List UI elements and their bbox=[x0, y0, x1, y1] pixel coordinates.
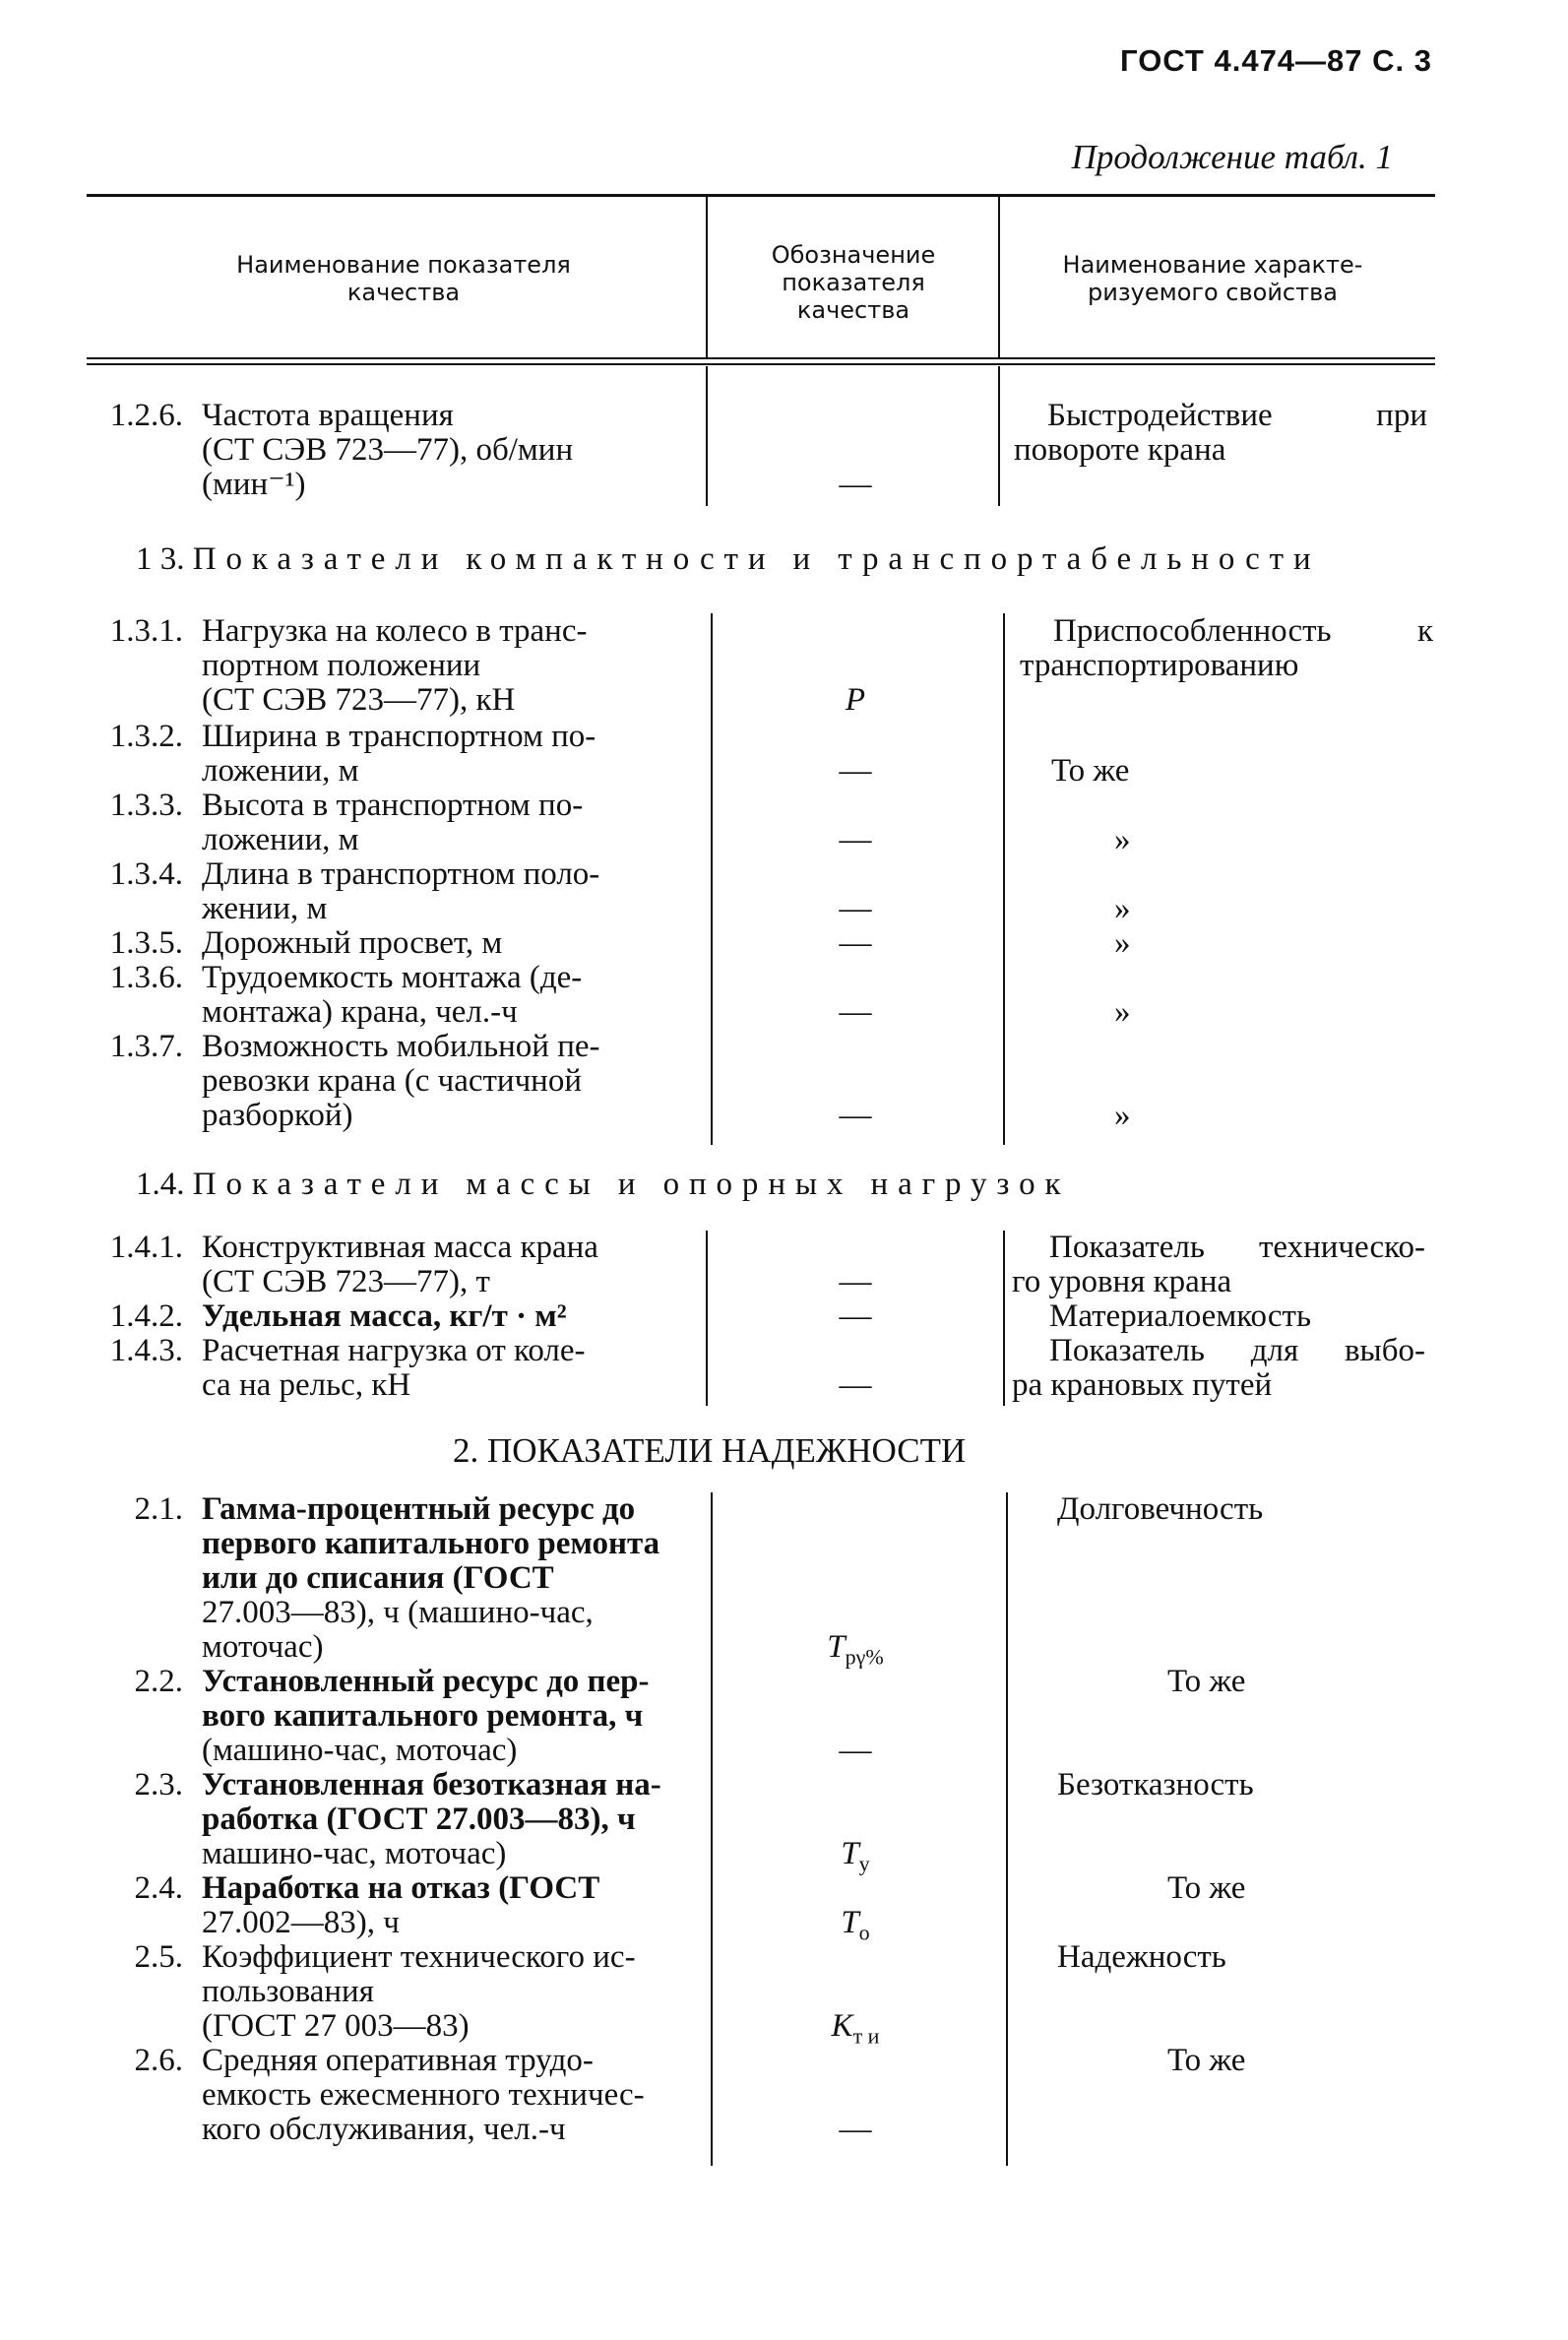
col-divider-1 bbox=[711, 1492, 713, 2166]
row-name bbox=[202, 789, 704, 857]
name-line: Ширина в транспортном по- bbox=[202, 719, 596, 754]
name-line: (мин⁻¹) bbox=[202, 467, 306, 502]
row-property: Материалоемкость bbox=[1049, 1298, 1311, 1334]
section-number: 1 3. bbox=[136, 541, 185, 577]
row-number: 2.3. bbox=[134, 1767, 183, 1802]
row-symbol: — bbox=[839, 1264, 872, 1299]
header-col-symbol bbox=[711, 241, 996, 324]
name-line: Установленная безотказная на- bbox=[202, 1767, 661, 1802]
row-name bbox=[202, 1492, 704, 1665]
name-line: (машино-час, моточас) bbox=[202, 1733, 518, 1768]
col-divider-2 bbox=[1003, 613, 1005, 1145]
row-symbol bbox=[713, 1630, 998, 1675]
row-property: То же bbox=[1167, 1870, 1246, 1906]
row-number: 2.2. bbox=[134, 1664, 183, 1699]
header-col-symbol-line: Обозначение bbox=[771, 241, 936, 269]
section-heading-1-3 bbox=[136, 541, 1321, 578]
name-line: емкость ежесменного техничес- bbox=[202, 2077, 645, 2113]
row-number: 2.1. bbox=[134, 1491, 183, 1527]
row-symbol: — bbox=[839, 925, 872, 961]
name-text: Наработка на отказ (ГОСТ bbox=[202, 1870, 600, 1906]
name-line: (СТ СЭВ 723—77), т bbox=[202, 1264, 490, 1299]
row-name bbox=[202, 1871, 704, 1940]
name-line: (СТ СЭВ 723—77), кН bbox=[202, 682, 516, 718]
symbol-main: T bbox=[827, 1629, 846, 1665]
name-line: (ГОСТ 27 003—83) bbox=[202, 2008, 470, 2044]
row-number: 1.4.2. bbox=[109, 1298, 183, 1334]
name-line: Частота вращения bbox=[202, 398, 454, 433]
row-symbol: — bbox=[839, 822, 872, 857]
row-property: » bbox=[1114, 1098, 1131, 1133]
name-line: работка (ГОСТ 27.003—83), ч bbox=[202, 1802, 636, 1837]
col-divider-1 bbox=[706, 1231, 708, 1406]
name-line: или до списания (ГОСТ bbox=[202, 1560, 554, 1596]
row-symbol: P bbox=[845, 682, 866, 718]
row-symbol: — bbox=[839, 2112, 872, 2147]
row-symbol: — bbox=[839, 891, 872, 926]
row-symbol bbox=[713, 1906, 998, 1950]
row-number: 2.6. bbox=[134, 2043, 183, 2078]
row-number: 1.3.1. bbox=[109, 613, 183, 649]
name-line: (СТ СЭВ 723—77), об/мин bbox=[202, 432, 574, 468]
name-line bbox=[202, 1871, 704, 1906]
row-property bbox=[1014, 399, 1427, 468]
row-number: 2.4. bbox=[134, 1870, 183, 1906]
property-line: Приспособленность к bbox=[1053, 613, 1433, 649]
name-line: моточас) bbox=[202, 1629, 324, 1665]
col-divider-2 bbox=[1006, 1492, 1008, 2166]
property-line: повороте крана bbox=[1014, 432, 1226, 468]
row-name bbox=[202, 1665, 704, 1768]
property-line: Показатель техническо- bbox=[1049, 1230, 1425, 1265]
name-line: ложении, м bbox=[202, 753, 359, 789]
symbol-main: T bbox=[841, 1836, 859, 1871]
row-number: 1.4.3. bbox=[109, 1333, 183, 1368]
section-heading-2: 2. ПОКАЗАТЕЛИ НАДЕЖНОСТИ bbox=[453, 1431, 967, 1470]
name-line: первого капитального ремонта bbox=[202, 1526, 660, 1561]
section-number: 1.4. bbox=[136, 1167, 185, 1202]
row-name: Дорожный просвет, м bbox=[202, 925, 503, 961]
row-symbol: — bbox=[839, 1298, 872, 1334]
page-header: ГОСТ 4.474—87 С. 3 bbox=[1120, 43, 1432, 78]
row-number: 1.3.3. bbox=[109, 788, 183, 823]
row-name bbox=[202, 1768, 704, 1871]
row-name bbox=[202, 1231, 704, 1299]
row-name bbox=[202, 1030, 704, 1133]
header-col-name bbox=[118, 251, 689, 306]
row-name bbox=[202, 614, 704, 718]
header-col-symbol-line: показателя bbox=[782, 269, 925, 296]
header-bottom-rule-2 bbox=[87, 363, 1435, 365]
row-property: » bbox=[1114, 891, 1131, 926]
section-heading-1-4 bbox=[136, 1167, 1071, 1203]
symbol-subscript: о bbox=[858, 1920, 870, 1945]
row-number: 1.3.4. bbox=[109, 856, 183, 892]
name-line: Коэффициент технического ис- bbox=[202, 1939, 636, 1975]
row-property: » bbox=[1114, 822, 1131, 857]
row-symbol bbox=[713, 1837, 998, 1881]
col-divider-1 bbox=[706, 366, 708, 506]
symbol-subscript: рγ% bbox=[845, 1644, 884, 1670]
property-line: транспортированию bbox=[1020, 648, 1299, 683]
header-col-name-line: качества bbox=[346, 279, 461, 306]
row-name bbox=[202, 399, 704, 502]
col-divider-2 bbox=[1003, 1231, 1005, 1406]
header-divider-1 bbox=[706, 197, 708, 359]
table-top-rule bbox=[87, 194, 1435, 197]
name-line: 27.002—83), ч bbox=[202, 1905, 400, 1940]
property-line: го уровня крана bbox=[1012, 1264, 1232, 1299]
header-col-property bbox=[1006, 251, 1419, 306]
row-property: То же bbox=[1051, 753, 1130, 789]
name-line: жении, м bbox=[202, 891, 328, 926]
name-line: монтажа) крана, чел.-ч bbox=[202, 994, 518, 1030]
row-name bbox=[202, 857, 704, 926]
row-property: Безотказность bbox=[1057, 1767, 1254, 1802]
row-symbol: — bbox=[839, 753, 872, 789]
section-title: Показатели массы и опорных нагрузок bbox=[192, 1167, 1071, 1202]
name-line: Высота в транспортном по- bbox=[202, 788, 584, 823]
row-property bbox=[1012, 1231, 1425, 1299]
row-symbol: — bbox=[839, 467, 872, 502]
name-line: Средняя оперативная трудо- bbox=[202, 2043, 594, 2078]
row-name: Удельная масса, кг/т · м² bbox=[202, 1298, 567, 1334]
row-name bbox=[202, 961, 704, 1030]
row-name bbox=[202, 1334, 704, 1403]
header-col-symbol-line: качества bbox=[796, 296, 910, 324]
row-symbol: — bbox=[839, 1733, 872, 1768]
row-name bbox=[202, 1940, 704, 2044]
name-line: Нагрузка на колесо в транс- bbox=[202, 613, 588, 649]
row-number: 1.2.6. bbox=[109, 398, 183, 433]
row-property: То же bbox=[1167, 1664, 1246, 1699]
name-line: Установленный ресурс до пер- bbox=[202, 1664, 650, 1699]
header-divider-2 bbox=[998, 197, 1000, 359]
symbol-subscript: т и bbox=[852, 2023, 880, 2049]
row-name bbox=[202, 720, 704, 789]
name-line: машино-час, моточас) bbox=[202, 1836, 507, 1871]
continuation-label: Продолжение табл. 1 bbox=[1071, 138, 1393, 176]
name-line: ложении, м bbox=[202, 822, 359, 857]
row-property: » bbox=[1114, 994, 1131, 1030]
header-col-name-line: Наименование показателя bbox=[236, 251, 571, 279]
name-line: кого обслуживания, чел.-ч bbox=[202, 2112, 566, 2147]
row-property bbox=[1012, 1334, 1425, 1403]
name-line: портном положении bbox=[202, 648, 481, 683]
row-property: Долговечность bbox=[1057, 1491, 1264, 1527]
row-symbol: — bbox=[839, 1098, 872, 1133]
row-number: 1.3.5. bbox=[109, 925, 183, 961]
name-line: ревозки крана (с частичной bbox=[202, 1063, 582, 1099]
row-number: 1.3.7. bbox=[109, 1029, 183, 1064]
row-property: То же bbox=[1167, 2043, 1246, 2078]
name-line: разборкой) bbox=[202, 1098, 353, 1133]
name-line: Расчетная нагрузка от коле- bbox=[202, 1333, 586, 1368]
name-line: Гамма-процентный ресурс до bbox=[202, 1491, 636, 1527]
name-line: вого капитального ремонта, ч bbox=[202, 1698, 644, 1734]
name-line: Трудоемкость монтажа (де- bbox=[202, 960, 583, 995]
symbol-main: K bbox=[831, 2008, 853, 2044]
row-number: 1.3.6. bbox=[109, 960, 183, 995]
row-property: Надежность bbox=[1057, 1939, 1226, 1975]
header-col-property-line: ризуемого свойства bbox=[1088, 279, 1338, 306]
property-line: ра крановых путей bbox=[1012, 1367, 1273, 1403]
property-line: Быстродействие при bbox=[1047, 398, 1427, 433]
header-col-property-line: Наименование характе- bbox=[1062, 251, 1363, 279]
name-line: са на рельс, кН bbox=[202, 1367, 411, 1403]
row-number: 1.4.1. bbox=[109, 1230, 183, 1265]
row-property: » bbox=[1114, 925, 1131, 961]
name-line: Возможность мобильной пе- bbox=[202, 1029, 600, 1064]
symbol-subscript: у bbox=[858, 1851, 870, 1876]
row-name bbox=[202, 2044, 704, 2147]
name-line: Длина в транспортном поло- bbox=[202, 856, 600, 892]
name-line: 27.003—83), ч (машино-час, bbox=[202, 1595, 594, 1630]
row-number: 2.5. bbox=[134, 1939, 183, 1975]
name-line: пользования bbox=[202, 1974, 374, 2009]
section-title: Показатели компактности и транспортабельности bbox=[192, 541, 1321, 577]
name-line: Конструктивная масса крана bbox=[202, 1230, 598, 1265]
row-symbol bbox=[713, 2009, 998, 2054]
row-number: 1.3.2. bbox=[109, 719, 183, 754]
row-symbol: — bbox=[839, 1367, 872, 1403]
row-property bbox=[1020, 614, 1433, 683]
header-bottom-rule-1 bbox=[87, 357, 1435, 359]
row-symbol: — bbox=[839, 994, 872, 1030]
symbol-main: T bbox=[841, 1905, 859, 1940]
col-divider-2 bbox=[998, 366, 1000, 506]
property-line: Показатель для выбо- bbox=[1049, 1333, 1425, 1368]
